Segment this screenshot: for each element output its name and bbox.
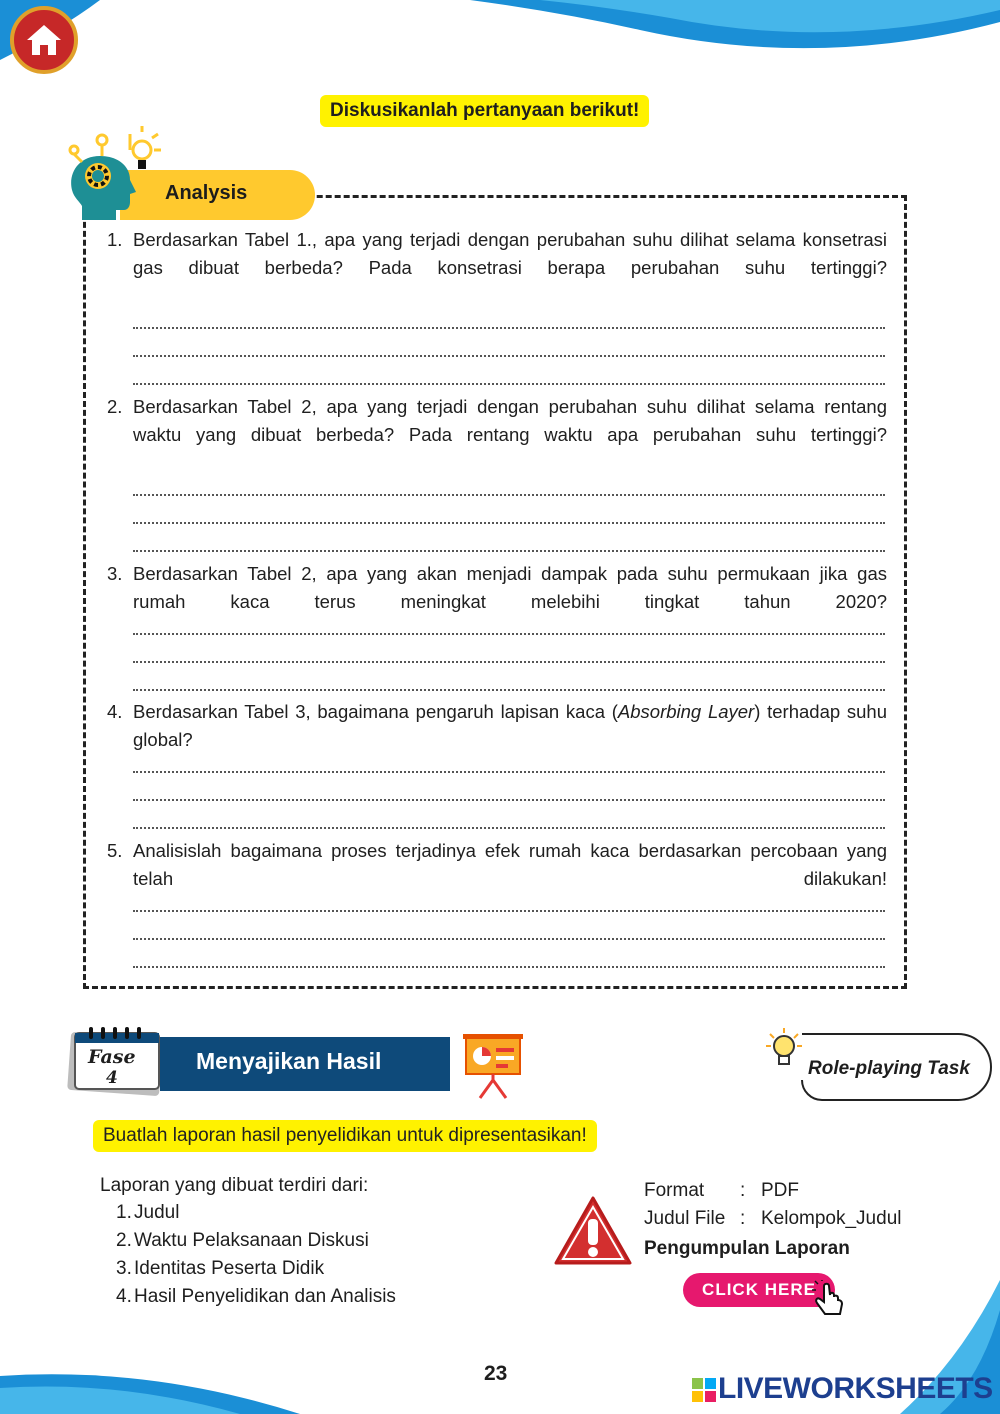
- report-item: [116, 1286, 396, 1308]
- report-item-number: 3.: [116, 1258, 132, 1279]
- question-4: [107, 698, 887, 782]
- answer-line[interactable]: [133, 661, 885, 663]
- answer-line[interactable]: [133, 938, 885, 940]
- question-text: Berdasarkan Tabel 2, apa yang terjadi dengan perubahan suhu dilihat selama rentang waktu yang dibuat berbeda? Pada rentang waktu apa perubahan suhu tertinggi?: [133, 396, 887, 445]
- file-value: Kelompok_Judul: [761, 1208, 902, 1229]
- file-separator: :: [740, 1208, 746, 1229]
- question-text-part: ) terhadap suhu global?: [133, 701, 887, 750]
- question-3: [107, 560, 887, 644]
- report-item-label: Waktu Pelaksanaan Diskusi: [134, 1230, 369, 1251]
- analysis-label: Analysis: [165, 182, 248, 204]
- click-here-button[interactable]: CLICK HERE: [683, 1273, 835, 1307]
- submission-title: Pengumpulan Laporan: [644, 1238, 850, 1259]
- top-wave-decoration: [0, 0, 1000, 70]
- answer-line[interactable]: [133, 383, 885, 385]
- format-separator: :: [740, 1180, 746, 1201]
- task-instruction: Buatlah laporan hasil penyelidikan untuk dipresentasikan!: [93, 1120, 597, 1152]
- question-text: Berdasarkan Tabel 2, apa yang akan menjadi dampak pada suhu permukaan jika gas rumah kaca terus meningkat melebihi tingkat tahun 2020?: [133, 563, 887, 612]
- answer-line[interactable]: [133, 910, 885, 912]
- answer-line[interactable]: [133, 522, 885, 524]
- role-task-label: Role-playing Task: [808, 1058, 970, 1079]
- report-item-number: 2.: [116, 1230, 132, 1251]
- answer-line[interactable]: [133, 327, 885, 329]
- format-value: PDF: [761, 1180, 799, 1201]
- answer-line[interactable]: [133, 633, 885, 635]
- phase-card-label: Fase: [88, 1046, 136, 1068]
- file-label: Judul File: [644, 1208, 726, 1229]
- lightbulb-icon: [762, 1024, 806, 1074]
- question-text: Berdasarkan Tabel 1., apa yang terjadi dengan perubahan suhu dilihat selama konsetrasi gas dibuat berbeda? Pada konsetrasi berapa perubahan suhu tertinggi?: [133, 229, 887, 278]
- report-item-label: Hasil Penyelidikan dan Analisis: [134, 1286, 396, 1307]
- format-label: Format: [644, 1180, 705, 1201]
- head-gear-icon: [60, 126, 170, 222]
- question-text: Analisislah bagaimana proses terjadinya efek rumah kaca berdasarkan percobaan yang telah dilakukan!: [133, 840, 887, 889]
- question-2: [107, 393, 887, 477]
- question-number: 4.: [107, 701, 123, 722]
- answer-line[interactable]: [133, 771, 885, 773]
- home-icon: [24, 22, 64, 58]
- report-item-label: Identitas Peserta Didik: [134, 1258, 325, 1279]
- question-text-part: Berdasarkan Tabel 3, bagaimana pengaruh lapisan kaca (: [133, 701, 618, 722]
- discussion-prompt: Diskusikanlah pertanyaan berikut!: [320, 95, 649, 127]
- answer-line[interactable]: [133, 689, 885, 691]
- answer-line[interactable]: [133, 966, 885, 968]
- report-item: [116, 1230, 369, 1252]
- liveworksheets-brand[interactable]: LIVEWORKSHEETS: [718, 1372, 993, 1405]
- question-number: 5.: [107, 840, 123, 861]
- question-number: 3.: [107, 563, 123, 584]
- phase-title: Menyajikan Hasil: [196, 1048, 382, 1074]
- report-item: [116, 1202, 179, 1224]
- pointer-hand-icon: [812, 1280, 848, 1320]
- answer-line[interactable]: [133, 550, 885, 552]
- phase-card-number: 4: [106, 1068, 118, 1088]
- answer-line[interactable]: [133, 827, 885, 829]
- report-intro: Laporan yang dibuat terdiri dari:: [100, 1175, 369, 1196]
- answer-line[interactable]: [133, 494, 885, 496]
- report-item-number: 1.: [116, 1202, 132, 1223]
- question-1: [107, 226, 887, 310]
- presentation-board-icon: [460, 1032, 526, 1100]
- page-number: 23: [484, 1362, 508, 1385]
- warning-icon: [553, 1195, 633, 1267]
- liveworksheets-logo-icon: [692, 1378, 716, 1402]
- bottom-left-wave: [0, 1370, 300, 1414]
- question-text: [133, 698, 887, 782]
- answer-line[interactable]: [133, 355, 885, 357]
- question-number: 2.: [107, 396, 123, 417]
- answer-line[interactable]: [133, 799, 885, 801]
- home-button[interactable]: [10, 6, 78, 74]
- report-item-label: Judul: [134, 1202, 180, 1223]
- question-text-italic: Absorbing Layer: [617, 701, 755, 722]
- question-5: [107, 837, 887, 921]
- question-number: 1.: [107, 229, 123, 250]
- report-item: [116, 1258, 324, 1280]
- report-item-number: 4.: [116, 1286, 132, 1307]
